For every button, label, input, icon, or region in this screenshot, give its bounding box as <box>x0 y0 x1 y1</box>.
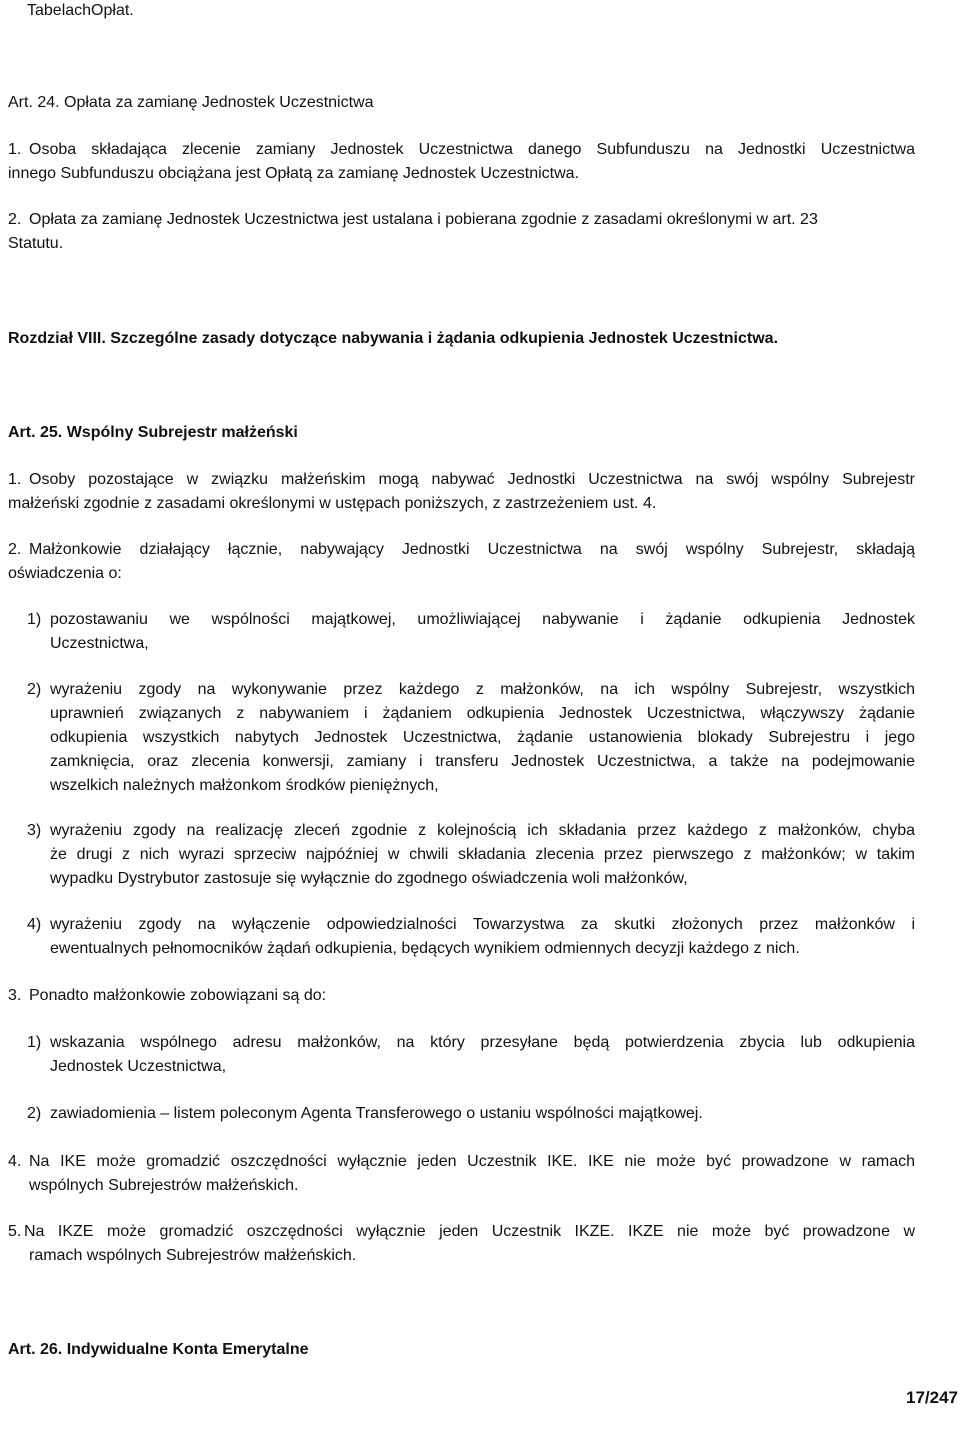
list-item-line: Uczestnictwa, <box>50 635 149 652</box>
art25-p1-number: 1. <box>8 471 22 488</box>
item-number: 2) <box>27 681 42 698</box>
item-number: 4) <box>27 916 42 933</box>
list-item-text: odkupienia wszystkich nabytych Jednostek Uczestnictwa, żądanie ustanowienia blokady Subrejestru i jego <box>50 729 915 746</box>
art24-p2-line: Statutu. <box>8 235 64 252</box>
list-item-line <box>50 608 915 632</box>
art25-p3-number: 3. <box>8 987 22 1004</box>
art25-p4-number: 4. <box>8 1153 22 1170</box>
art26-heading: Art. 26. Indywidualne Konta Emerytalne <box>8 1341 309 1358</box>
art25-p5-number: 5. <box>8 1223 22 1240</box>
art25-p3-line: Ponadto małżonkowie zobowiązani są do: <box>29 987 327 1004</box>
list-item-line: wypadku Dystrybutor zastosuje się wyłącznie do zgodnego oświadczenia woli małżonków, <box>50 870 688 887</box>
list-item-text: wyrażeniu zgody na wyłączenie odpowiedzialności Towarzystwa za skutki złożonych przez małżonków i <box>50 916 915 933</box>
list-item-line <box>50 913 915 937</box>
list-item-line <box>50 819 915 843</box>
chapter8-heading: Rozdział VIII. Szczególne zasady dotyczące nabywania i żądania odkupienia Jednostek Uczestnictwa. <box>8 330 779 347</box>
item-number: 1) <box>27 611 42 628</box>
art24-p1-line: innego Subfunduszu obciążana jest Opłatą za zamianę Jednostek Uczestnictwa. <box>8 165 580 182</box>
list-item-line <box>50 726 915 750</box>
list-item-text: zamknięcia, oraz zlecenia konwersji, zamiany i transferu Jednostek Uczestnictwa, a także na podejmowanie <box>50 753 915 770</box>
art25-p2-line: oświadczenia o: <box>8 565 122 582</box>
art25-p2-text-1: Małżonkowie działający łącznie, nabywający Jednostki Uczestnictwa na swój wspólny Subrejestr, składają <box>29 541 915 558</box>
item-number: 3) <box>27 822 42 839</box>
art25-p2-line <box>29 538 915 562</box>
art25-p4-line <box>29 1150 915 1174</box>
art25-heading: Art. 25. Wspólny Subrejestr małżeński <box>8 424 298 441</box>
item-number: 2) <box>27 1105 42 1122</box>
art24-p1-number: 1. <box>8 141 22 158</box>
list-item-line <box>50 843 915 867</box>
list-item-text: wyrażeniu zgody na wykonywanie przez każdego z małżonków, na ich wspólny Subrejestr, wszystkich <box>50 681 915 698</box>
art25-p5-line <box>24 1220 915 1244</box>
list-item-line <box>50 750 915 774</box>
list-item-line: ewentualnych pełnomocników żądań odkupienia, będących wynikiem odmiennych decyzji każdego z nich. <box>50 940 800 957</box>
art25-p1-line: małżeński zgodnie z zasadami określonymi w ustępach poniższych, z zastrzeżeniem ust. 4. <box>8 495 657 512</box>
running-header: TabelachOpłat. <box>27 2 134 19</box>
art25-p2-number: 2. <box>8 541 22 558</box>
art24-p2-line: Opłata za zamianę Jednostek Uczestnictwa jest ustalana i pobierana zgodnie z zasadami określonymi w art. 23 <box>29 211 818 228</box>
art24-p2-number: 2. <box>8 211 22 228</box>
art25-p4-text-1: Na IKE może gromadzić oszczędności wyłącznie jeden Uczestnik IKE. IKE nie może być prowadzone w ramach <box>29 1153 915 1170</box>
art24-p1-text-1: Osoba składająca zlecenie zamiany Jednostek Uczestnictwa danego Subfunduszu na Jednostki Uczestnictwa <box>29 141 915 158</box>
list-item-line <box>50 678 915 702</box>
art24-heading: Art. 24. Opłata za zamianę Jednostek Uczestnictwa <box>8 94 374 111</box>
list-item-line: zawiadomienia – listem poleconym Agenta Transferowego o ustaniu wspólności majątkowej. <box>50 1105 703 1122</box>
list-item-line: Jednostek Uczestnictwa, <box>50 1058 227 1075</box>
art25-p5-line: ramach wspólnych Subrejestrów małżeńskich. <box>29 1247 357 1264</box>
list-item-text: pozostawaniu we wspólności majątkowej, umożliwiającej nabywanie i żądanie odkupienia Jednostek <box>50 611 915 628</box>
art24-p1-line <box>29 138 915 162</box>
list-item-text: uprawnień związanych z nabywaniem i żądaniem odkupienia Jednostek Uczestnictwa, włączywszy żądanie <box>50 705 915 722</box>
list-item-text: że drugi z nich wyrazi sprzeciw najpóźniej w chwili składania zlecenia przez pierwszego z małżonków; w takim <box>50 846 915 863</box>
item-number: 1) <box>27 1034 42 1051</box>
list-item-line <box>50 702 915 726</box>
list-item-line <box>50 1031 915 1055</box>
art25-p5-text-1: Na IKZE może gromadzić oszczędności wyłącznie jeden Uczestnik IKZE. IKZE nie może być prowadzone w <box>24 1223 915 1240</box>
list-item-text: wskazania wspólnego adresu małżonków, na który przesyłane będą potwierdzenia zbycia lub odkupienia <box>50 1034 915 1051</box>
page-number: 17/247 <box>906 1388 958 1407</box>
art25-p4-line: wspólnych Subrejestrów małżeńskich. <box>29 1177 299 1194</box>
art25-p1-line <box>29 468 915 492</box>
list-item-text: wyrażeniu zgody na realizację zleceń zgodnie z kolejnością ich składania przez każdego z małżonków, chyba <box>50 822 915 839</box>
art25-p1-text-1: Osoby pozostające w związku małżeńskim mogą nabywać Jednostki Uczestnictwa na swój wspólny Subrejestr <box>29 471 915 488</box>
list-item-line: wszelkich należnych małżonkom środków pieniężnych, <box>50 777 439 794</box>
